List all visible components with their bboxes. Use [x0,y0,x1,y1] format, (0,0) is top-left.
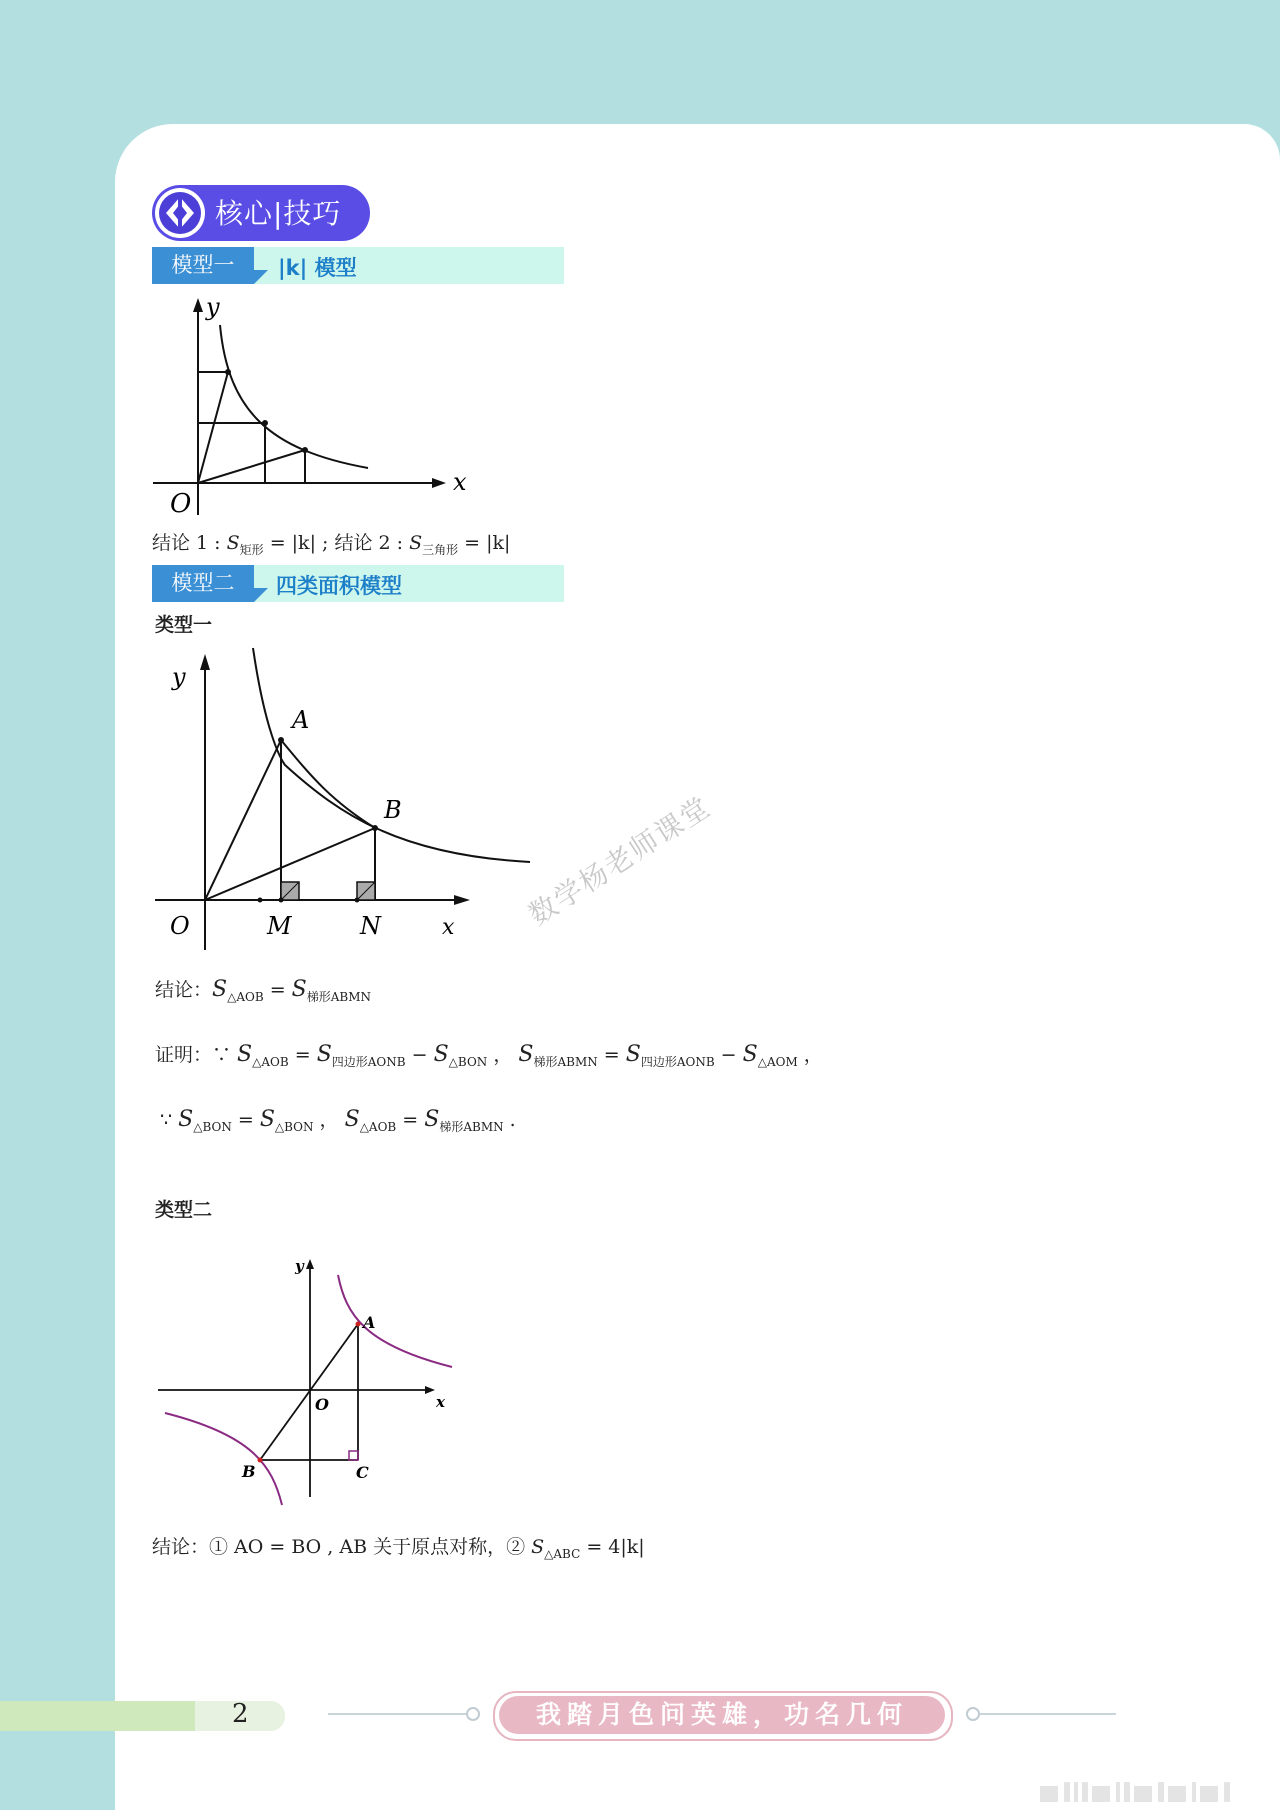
proof2-op: = [231,1109,260,1131]
proof-op: ， [487,1044,519,1066]
conclusion2-sub: 三角形 [422,542,459,557]
proof-term: △BON [448,1054,488,1069]
model1-conclusion: 结论 1 : $S_{矩形} = |k|$ ; 结论 2 : $S_{三角形} = |k|$ [152,532,511,557]
footer-dot-left [466,1707,480,1721]
type2-point-a: A [363,1313,376,1332]
watermark-text: 数学杨老师课堂 [522,789,717,932]
type1-point-b: B [384,796,402,824]
type2-point-b: B [242,1462,256,1481]
proof-term: 梯形ABMN [533,1054,598,1069]
type2-conclusion-text: 结论：① AO = BO , AB 关于原点对称，② [152,1536,532,1558]
proof-op: = [597,1044,626,1066]
model2-tag: 模型二 [152,565,254,602]
conclusion2-rhs: = |k| [458,532,511,554]
type2-point-c: C [356,1463,369,1482]
model1-tag: 模型一 [152,247,254,284]
type1-figure [150,640,540,960]
motto-text: 我踏月色问英雄，功名几何 [499,1696,945,1734]
page-number: 2 [232,1699,249,1729]
type2-label: 类型二 [155,1199,213,1221]
conclusion1-rhs: = |k| ; [263,532,335,554]
type2-x-label: x [436,1393,445,1411]
proof-term: △AOB [252,1054,289,1069]
conclusion2-prefix: 结论 2 : [334,532,410,554]
section-logo-icon [154,187,206,239]
footer-line-right [980,1713,1116,1715]
type1-point-a: A [292,706,310,734]
type2-origin: O [315,1395,329,1414]
proof-op: = [288,1044,317,1066]
type1-point-m: M [267,912,292,940]
proof-term: 四边形AONB [640,1054,715,1069]
type2-conclusion-rhs: = 4|k| [580,1536,645,1558]
proof-op: ， [797,1044,823,1066]
type1-conclusion-rhs: 梯形ABMN [306,989,372,1004]
footer-stripes-decoration [1040,1782,1260,1804]
type2-figure [150,1235,470,1515]
type2-y-label: y [295,1257,304,1275]
proof2-op: = [396,1109,425,1131]
proof-term: 四边形AONB [331,1054,406,1069]
proof2-term: △BON [274,1119,314,1134]
model1-origin-label: O [170,489,192,519]
type1-conclusion-lhs: △AOB [227,989,264,1004]
proof2-term: △BON [193,1119,232,1134]
footer-dot-right [966,1707,980,1721]
section-title: 核心|技巧 [215,197,342,230]
proof2-op: ， [313,1109,345,1131]
conclusion1-prefix: 结论 1 : [152,532,227,554]
model2-title: 四类面积模型 [276,574,402,598]
proof-prefix: 证明：∵ [155,1044,238,1066]
type1-label: 类型一 [155,614,213,636]
type1-y-label: y [172,663,186,691]
type1-proof-line2: ∵ $S_{\triangle BON} = S_{\triangle BON}$ ， $S_{\triangle AOB} = S_{梯形ABMN}$ . [160,1107,516,1134]
proof-term: △AOM [757,1054,798,1069]
type1-x-label: x [442,915,455,940]
type1-conclusion-prefix: 结论： [155,979,213,1001]
model1-title: |k| 模型 [278,256,357,280]
type1-point-n: N [360,912,381,940]
proof2-term: △AOB [359,1119,397,1134]
model1-x-label: x [453,468,467,496]
type1-origin: O [170,912,190,940]
proof-op: − [405,1044,434,1066]
conclusion1-sub: 矩形 [239,542,264,557]
type1-conclusion: 结论：$S_{\triangle AOB} = S_{梯形ABMN}$ [155,977,372,1004]
model1-figure [148,290,478,520]
proof2-term: 梯形ABMN [439,1119,504,1134]
model2-tag-flag [254,588,268,602]
type1-proof-line1: 证明：∵ $S_{\triangle AOB} = S_{四边形AONB} - S_{\triangle BON}$ ， $S_{梯形ABMN} = S_{四边形AONB} - S_{\triangle AOM}$ ， [155,1042,823,1069]
footer-line-left [328,1713,468,1715]
type2-conclusion-sub: △ABC [544,1546,581,1561]
proof-op: − [714,1044,743,1066]
type2-conclusion: 结论：① AO = BO , AB 关于原点对称，② $S_{\triangle ABC} = 4|k|$ [152,1536,645,1561]
model1-y-label: y [206,293,220,321]
proof2-prefix: ∵ [160,1109,179,1131]
proof2-op: . [503,1109,516,1131]
model1-tag-flag [254,270,268,284]
